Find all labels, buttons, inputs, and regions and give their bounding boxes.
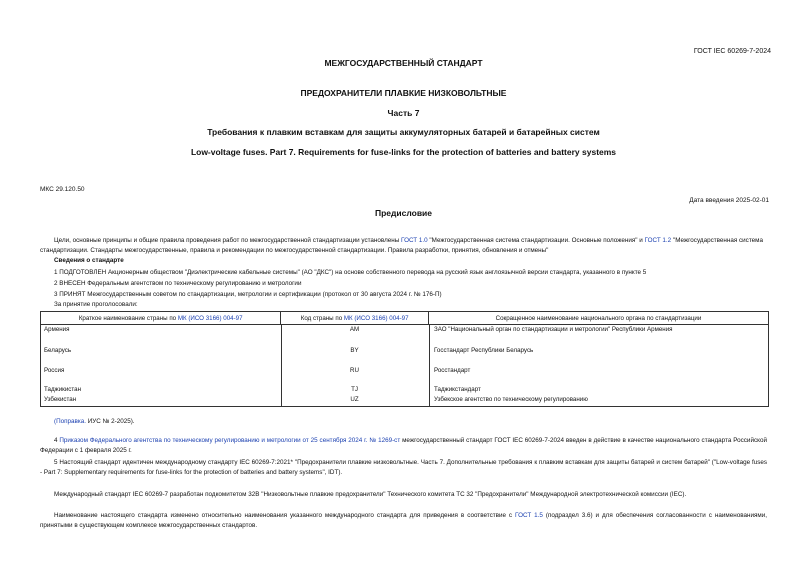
part-title: Требования к плавким вставкам для защиты аккумуляторных батарей и батарейных систем [207,127,600,137]
gost-1-5-link[interactable]: ГОСТ 1.5 [515,512,543,519]
cell-code: TJ [351,386,358,393]
cell-organ: ЗАО "Национальный орган по стандартизации и метрологии" Республики Армения [434,326,673,333]
name-change-paragraph: Наименование настоящего стандарта изменено относительно наименования указанного международного стандарта для приведения в соответствие с ГОСТ 1.5 (подраздел 3.6) и для обеспечения согласованности с наименованиями, принятыми в существующем комплексе межгосударственных стандартов. [40,512,767,529]
cell-country: Узбекистан [44,396,77,403]
document-code: ГОСТ IEC 60269-7-2024 [693,48,771,55]
info-item-2: 2 ВНЕСЕН Федеральным агентством по техническому регулированию и метрологии [54,280,302,287]
header-organ: Сокращенное наименование национального органа по стандартизации [495,314,702,322]
introduction-date: Дата введения 2025-02-01 [689,197,769,204]
table-row [41,385,768,396]
cell-code: BY [350,347,359,354]
mk-iso-link[interactable]: МК (ИСО 3166) 004-97 [343,314,409,322]
order-link[interactable]: Приказом Федерального агентства по техническому регулированию и метрологии от 25 сентября 2024 г. № 1269-ст [59,437,401,444]
preface-paragraph-1: Цели, основные принципы и общие правила проведения работ по межгосударственной стандартизации установлены ГОСТ 1.0 "Межгосударственная система стандартизации. Основные положения" и ГОСТ 1.2 "Межгосударственная система стандартизации. Стандарты межгосударственные, правила и рекомендации по межгосударственной стандартизации. Правила разработки, принятия, обновления и отмены" [40,237,763,254]
table-row [41,325,768,346]
iec-paragraph: Международный стандарт IEC 60269-7 разработан подкомитетом 32В "Низковольтные плавкие предохранители" Технического комитета ТС 32 "Предохранители" Международной электротехнической комиссии (IEC). [54,491,687,498]
cell-organ: Таджикстандарт [434,386,481,393]
cell-country: Беларусь [44,347,72,354]
voted-label: За принятие проголосовали: [54,301,138,308]
cell-organ: Росстандарт [434,367,471,374]
cell-code: UZ [350,396,359,403]
mk-iso-link[interactable]: МК (ИСО 3166) 004-97 [177,314,243,322]
info-item-3: 3 ПРИНЯТ Межгосударственным советом по стандартизации, метрологии и сертификации (протокол от 30 августа 2024 г. № 176-П) [54,291,442,298]
info-item-5: 5 Настоящий стандарт идентичен международному стандарту IEC 60269-7:2021* "Предохранители плавкие низковольтные. Часть 7. Дополнительные требования к плавким вставкам для защиты батарей и систем батарей" ("Low-voltage fuses - Part 7: Supplementary requirements for fuse-links for the protection of batteries and battery systems", IDT). [40,459,767,476]
table-row [41,396,768,406]
correction-link[interactable]: (Поправка. [54,418,87,425]
correction-note: (Поправка. ИУС № 2-2025). [54,418,135,425]
cell-code: AM [349,326,360,333]
info-item-4: 4 Приказом Федерального агентства по техническому регулированию и метрологии от 25 сентября 2024 г. № 1269-ст межгосударственный стандарт ГОСТ IEC 60269-7-2024 введен в действие в качестве национального стандарта Российской Федерации с 1 февраля 2025 г. [40,437,767,454]
part-number: Часть 7 [387,108,420,118]
cell-code: RU [350,367,359,374]
preface-heading: Предисловие [374,208,433,218]
table-row [41,366,768,385]
standard-title: ПРЕДОХРАНИТЕЛИ ПЛАВКИЕ НИЗКОВОЛЬТНЫЕ [300,88,507,98]
table-header [41,312,768,325]
mks-code: МКС 29.120.50 [40,186,85,193]
cell-country: Таджикистан [44,386,82,393]
cell-country: Армения [44,326,70,333]
table-row [41,346,768,366]
cell-organ: Госстандарт Республики Беларусь [434,347,534,354]
standard-info-heading: Сведения о стандарте [54,257,124,264]
standard-type-title: МЕЖГОСУДАРСТВЕННЫЙ СТАНДАРТ [324,58,483,68]
cell-country: Россия [44,367,65,374]
info-item-1: 1 ПОДГОТОВЛЕН Акционерным обществом "Диэлектрические кабельные системы" (АО "ДКС") на основе собственного перевода на русский язык англоязычной версии стандарта, указанного в пункте 5 [54,269,647,276]
english-title: Low-voltage fuses. Part 7. Requirements for fuse-links for the protection of batteries and battery systems [190,147,617,157]
cell-organ: Узбекское агентство по техническому регулированию [434,396,588,403]
gost-1-2-link[interactable]: ГОСТ 1.2 [644,237,672,244]
header-code: Код страны по МК (ИСО 3166) 004-97 [281,312,429,324]
header-country: Краткое наименование страны по МК (ИСО 3166) 004-97 [41,312,281,324]
gost-1-0-link[interactable]: ГОСТ 1.0 [401,237,428,244]
countries-table [40,311,769,407]
